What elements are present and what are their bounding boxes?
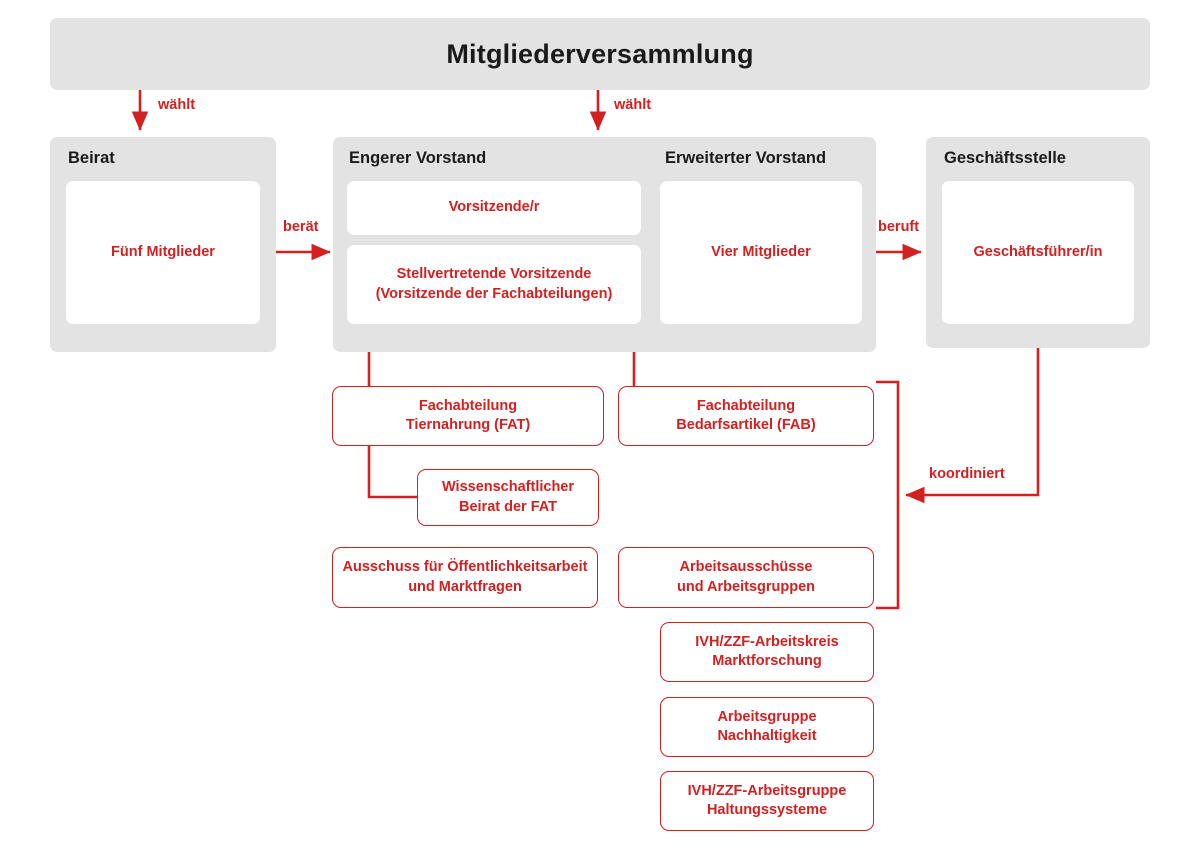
box-ivh-marktforschung-line1: IVH/ZZF-Arbeitskreis xyxy=(695,633,839,650)
panel-beirat-header: Beirat xyxy=(68,149,115,167)
box-fat-line2: Tiernahrung (FAT) xyxy=(405,417,531,433)
box-ausschuss-line1: Ausschuss für Öffentlichkeitsarbeit xyxy=(342,559,588,576)
box-wissenschaftlicher-beirat-fat xyxy=(417,469,599,526)
box-ivh-zzf-marktforschung xyxy=(660,622,874,682)
box-geschaeftsfuehrer xyxy=(942,181,1134,324)
label-koordiniert: koordiniert xyxy=(929,466,1005,482)
box-wiss-beirat-line1: Wissenschaftlicher xyxy=(441,479,575,496)
box-ausschuss-line2: und Marktfragen xyxy=(408,578,522,595)
box-vier-mitglieder xyxy=(660,181,862,324)
box-ivh-zzf-haltungssysteme xyxy=(660,771,874,831)
box-ivh-haltungssysteme-line1: IVH/ZZF-Arbeitsgruppe xyxy=(687,782,847,799)
panel-geschaeftsstelle xyxy=(926,137,1150,348)
label-beruft: beruft xyxy=(878,219,920,235)
panel-erweiterter-vorstand-header: Erweiterter Vorstand xyxy=(665,149,827,167)
box-fachabteilung-bedarfsartikel xyxy=(618,386,874,446)
panel-geschaeftsstelle-header: Geschäftsstelle xyxy=(944,149,1066,167)
box-ivh-haltungssysteme-line2: Haltungssysteme xyxy=(706,802,828,818)
box-fachabteilung-tiernahrung xyxy=(332,386,604,446)
box-arbeitsgruppe-nachhaltigkeit xyxy=(660,697,874,757)
box-ivh-marktforschung-line2: Marktforschung xyxy=(712,653,822,669)
label-waehlt-left: wählt xyxy=(158,97,196,113)
box-fuenf-mitglieder-label: Fünf Mitglieder xyxy=(111,243,215,260)
panel-vorstand xyxy=(333,137,876,352)
box-fuenf-mitglieder xyxy=(66,181,260,324)
label-beraet: berät xyxy=(283,219,319,235)
box-stellvertretende-vorsitzende-line2: (Vorsitzende der Fachabteilungen) xyxy=(375,285,613,302)
page-title: Mitgliederversammlung xyxy=(446,39,754,69)
box-ag-nachhaltigkeit-line2: Nachhaltigkeit xyxy=(717,728,817,744)
box-ausschuss-oeffentlichkeitsarbeit xyxy=(332,547,598,608)
panel-engerer-vorstand-header: Engerer Vorstand xyxy=(349,149,487,167)
box-arbeitsausschuesse-line1: Arbeitsausschüsse xyxy=(679,559,813,576)
panel-beirat xyxy=(50,137,276,352)
box-fab-line2: Bedarfsartikel (FAB) xyxy=(676,417,816,433)
box-arbeitsausschuesse-line2: und Arbeitsgruppen xyxy=(676,578,815,595)
box-arbeitsausschuesse xyxy=(618,547,874,608)
box-stellvertretende-vorsitzende-line1: Stellvertretende Vorsitzende xyxy=(396,266,592,283)
box-fat-line1: Fachabteilung xyxy=(418,397,518,414)
box-wiss-beirat-line2: Beirat der FAT xyxy=(458,498,558,515)
label-waehlt-right: wählt xyxy=(614,97,652,113)
box-fab-line1: Fachabteilung xyxy=(696,397,796,414)
assembly-panel xyxy=(50,18,1150,90)
box-vier-mitglieder-label: Vier Mitglieder xyxy=(711,243,811,260)
box-ag-nachhaltigkeit-line1: Arbeitsgruppe xyxy=(717,708,817,725)
box-geschaeftsfuehrer-label: Geschäftsführer/in xyxy=(973,243,1103,260)
box-stellvertretende-vorsitzende xyxy=(347,245,641,324)
box-vorsitzender xyxy=(347,181,641,235)
box-vorsitzender-label: Vorsitzende/r xyxy=(448,199,540,216)
